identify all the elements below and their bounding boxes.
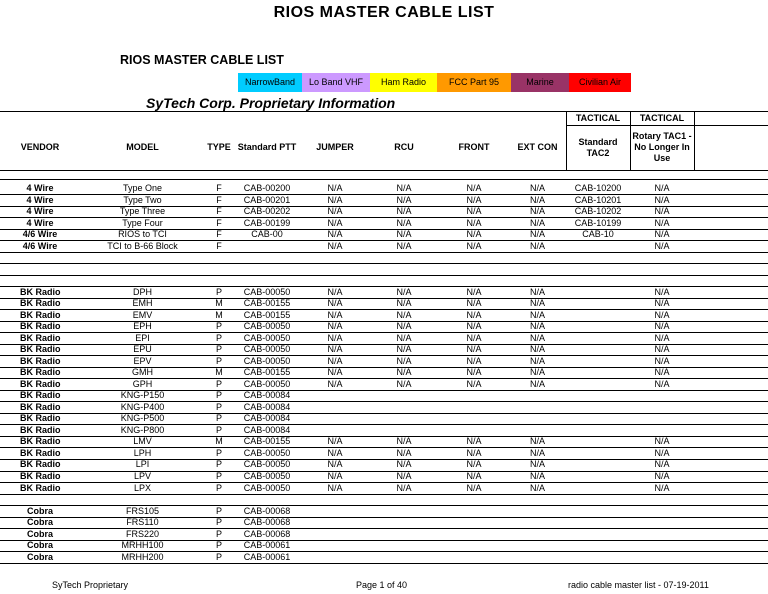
table-row [0,494,768,506]
table-cell: N/A [529,332,545,343]
table-cell: BK Radio [20,401,61,412]
table-cell: N/A [396,321,412,332]
table-cell: P [215,355,222,366]
table-row [0,298,768,310]
table-cell: EMH [132,298,153,309]
table-cell: KNG-P500 [120,413,165,424]
grid-line [0,179,768,180]
table-cell: N/A [654,309,670,320]
table-cell: N/A [654,378,670,389]
table-row [0,252,768,264]
legend-swatch: Ham Radio [370,73,437,92]
table-cell: N/A [529,206,545,217]
table-cell: CAB-00084 [243,413,291,424]
table-cell: BK Radio [20,332,61,343]
table-cell: N/A [466,286,482,297]
table-cell: N/A [654,459,670,470]
table-cell: 4 Wire [26,206,54,217]
table-cell: BK Radio [20,459,61,470]
footer-page-number: Page 1 of 40 [356,580,408,590]
table-cell: M [215,309,223,320]
header-model: MODEL [126,142,159,152]
table-cell: N/A [396,206,412,217]
table-cell: N/A [327,217,343,228]
table-row [0,459,768,471]
table-cell: P [215,344,222,355]
table-cell: KNG-P150 [120,390,165,401]
table-cell: F [216,206,222,217]
table-row [0,195,768,207]
table-cell: CAB-00050 [243,482,291,493]
table-cell: N/A [466,309,482,320]
table-cell: N/A [529,367,545,378]
table-cell: N/A [654,321,670,332]
table-cell: Type Two [123,194,162,205]
table-cell: CAB-00155 [243,436,291,447]
table-row [0,367,768,379]
table-cell: P [215,517,222,528]
table-cell: N/A [654,482,670,493]
table-cell: P [215,321,222,332]
table-cell: Cobra [26,551,53,562]
table-cell: N/A [654,206,670,217]
table-cell: BK Radio [20,367,61,378]
table-cell: N/A [396,378,412,389]
table-cell: P [215,286,222,297]
table-cell: N/A [466,217,482,228]
table-cell: P [215,505,222,516]
table-cell: Cobra [26,540,53,551]
table-cell: 4 Wire [26,183,54,193]
table-cell: Type One [122,183,163,193]
table-cell: N/A [327,206,343,217]
table-cell: CAB-00068 [243,528,291,539]
table-cell: N/A [466,482,482,493]
table-cell: BK Radio [20,482,61,493]
table-cell: CAB-00155 [243,309,291,320]
table-cell: N/A [327,194,343,205]
table-row [0,264,768,276]
table-row [0,425,768,437]
legend-swatch: Lo Band VHF [302,73,370,92]
table-cell: LMV [133,436,152,447]
table-cell: KNG-P400 [120,401,165,412]
table-cell: EPV [133,355,152,366]
table-cell: CAB-00061 [243,540,291,551]
table-cell: N/A [654,298,670,309]
table-cell: CAB-00202 [243,206,291,217]
table-cell: N/A [327,471,343,481]
table-row [0,506,768,518]
table-cell: EMV [132,309,153,320]
header-rcu: RCU [394,142,414,152]
table-cell: N/A [654,286,670,297]
table-cell: P [215,413,222,424]
table-cell: Cobra [26,505,53,516]
table-cell: M [215,436,223,447]
header-rotary-tac1: Rotary TAC1 - No Longer In Use [632,131,692,163]
table-cell: N/A [466,183,482,193]
table-cell: BK Radio [20,286,61,297]
table-cell: N/A [466,332,482,343]
proprietary-note: SyTech Corp. Proprietary Information [146,95,396,111]
table-cell: Type Four [122,217,163,228]
table-cell: BK Radio [20,344,61,355]
table-cell: CAB-00050 [243,321,291,332]
table-row [0,448,768,460]
table-row [0,218,768,230]
table-cell: N/A [396,367,412,378]
table-cell: N/A [466,367,482,378]
table-cell: N/A [529,482,545,493]
table-cell: EPH [133,321,152,332]
header-tactical-2: TACTICAL [639,112,685,123]
table-cell: N/A [529,217,545,228]
table-cell: CAB-00199 [243,217,291,228]
table-cell: CAB-00084 [243,424,291,435]
table-cell: F [216,240,222,251]
table-cell: P [215,471,222,481]
table-cell: CAB-00050 [243,471,291,481]
table-row [0,310,768,322]
table-cell: N/A [327,378,343,389]
table-cell: N/A [529,447,545,458]
table-row [0,206,768,218]
table-row [0,413,768,425]
header-jumper: JUMPER [316,142,354,152]
table-cell: BK Radio [20,413,61,424]
table-cell: N/A [327,482,343,493]
table-cell: N/A [654,436,670,447]
table-cell: N/A [466,378,482,389]
table-cell: N/A [466,459,482,470]
table-cell: BK Radio [20,436,61,447]
table-cell: N/A [654,355,670,366]
table-cell: P [215,390,222,401]
table-cell: BK Radio [20,390,61,401]
table-cell: N/A [654,229,670,240]
table-cell: CAB-10200 [574,183,622,193]
table-cell: CAB-10201 [574,194,622,205]
table-cell: N/A [466,240,482,251]
table-row [0,483,768,495]
table-cell: Cobra [26,528,53,539]
table-cell: FRS105 [125,505,160,516]
table-cell: MRHH100 [121,540,164,551]
table-row [0,540,768,552]
header-type: TYPE [207,142,231,152]
legend-swatch: Civilian Air [569,73,631,92]
table-cell: N/A [466,471,482,481]
table-cell: N/A [327,321,343,332]
table-cell: N/A [327,344,343,355]
table-cell: N/A [529,240,545,251]
footer-right: radio cable master list - 07-19-2011 [568,580,709,590]
table-cell: N/A [529,344,545,355]
table-cell: BK Radio [20,471,61,481]
table-cell: N/A [396,229,412,240]
table-cell: CAB-00050 [243,332,291,343]
table-cell: CAB-00050 [243,344,291,355]
table-cell: N/A [396,355,412,366]
table-cell: N/A [466,436,482,447]
table-cell: N/A [529,321,545,332]
table-row [0,379,768,391]
table-cell: N/A [654,367,670,378]
band-legend [238,73,631,92]
table-row [0,436,768,448]
table-cell: N/A [529,378,545,389]
table-cell: N/A [466,321,482,332]
table-cell: LPV [133,471,151,481]
table-row [0,183,768,195]
grid-line [0,170,768,171]
table-cell: N/A [654,471,670,481]
legend-swatch: FCC Part 95 [437,73,511,92]
table-cell: N/A [396,447,412,458]
table-cell: N/A [396,183,412,193]
table-cell: N/A [327,436,343,447]
table-cell: N/A [327,229,343,240]
header-front: FRONT [458,142,490,152]
table-cell: P [215,551,222,562]
table-row [0,229,768,241]
table-cell: CAB-10199 [574,217,622,228]
table-cell: BK Radio [20,355,61,366]
table-row [0,390,768,402]
table-cell: CAB-00200 [243,183,291,193]
table-cell: BK Radio [20,424,61,435]
table-cell: CAB-00084 [243,401,291,412]
header-standard-ptt: Standard PTT [237,142,297,152]
table-cell: P [215,447,222,458]
grid-line [0,563,768,564]
table-row [0,529,768,541]
table-cell: N/A [396,436,412,447]
table-cell: N/A [529,436,545,447]
table-cell: CAB-00201 [243,194,291,205]
table-cell: P [215,378,222,389]
table-cell: P [215,332,222,343]
table-cell: N/A [396,482,412,493]
table-cell: N/A [396,344,412,355]
table-cell: N/A [396,194,412,205]
table-cell: Cobra [26,517,53,528]
table-row [0,275,768,287]
table-cell: N/A [529,194,545,205]
grid-line [630,111,631,170]
table-cell: N/A [327,332,343,343]
table-cell: N/A [327,240,343,251]
table-cell: CAB-00061 [243,551,291,562]
table-cell: N/A [654,194,670,205]
table-cell: N/A [529,471,545,481]
table-cell: BK Radio [20,447,61,458]
table-row [0,517,768,529]
table-cell: N/A [396,286,412,297]
table-cell: M [215,367,223,378]
grid-line [694,111,695,170]
table-cell: P [215,540,222,551]
table-cell: N/A [529,355,545,366]
table-cell: N/A [529,229,545,240]
table-cell: BK Radio [20,321,61,332]
table-cell: 4 Wire [26,217,54,228]
table-cell: Type Three [119,206,166,217]
table-cell: CAB-00068 [243,505,291,516]
table-cell: 4 Wire [26,194,54,205]
table-cell: N/A [654,332,670,343]
table-cell: CAB-00084 [243,390,291,401]
header-vendor: VENDOR [20,142,60,152]
table-cell: N/A [396,332,412,343]
table-cell: N/A [466,194,482,205]
table-cell: N/A [327,286,343,297]
table-cell: CAB-10 [582,229,614,240]
table-cell: N/A [529,309,545,320]
table-cell: EPU [133,344,152,355]
table-cell: N/A [396,217,412,228]
table-cell: N/A [529,459,545,470]
table-cell: LPH [133,447,152,458]
table-cell: N/A [396,309,412,320]
table-cell: TCI to B-66 Block [107,240,178,251]
table-row [0,356,768,368]
table-cell: N/A [327,447,343,458]
table-cell: EPI [135,332,150,343]
page-footer [0,580,768,594]
table-cell: F [216,194,222,205]
table-cell: N/A [529,286,545,297]
table-row [0,552,768,564]
table-cell: DPH [132,286,152,297]
table-cell: N/A [466,229,482,240]
table-cell: KNG-P800 [120,424,165,435]
table-cell: N/A [327,459,343,470]
table-cell: 4/6 Wire [22,240,58,251]
table-cell: M [215,298,223,309]
legend-swatch: NarrowBand [238,73,302,92]
table-cell: CAB-00 [251,229,283,240]
table-cell: N/A [396,459,412,470]
table-cell: P [215,482,222,493]
table-cell: CAB-00050 [243,459,291,470]
table-row [0,344,768,356]
table-cell: P [215,528,222,539]
header-ext-con: EXT CON [517,142,558,152]
table-cell: BK Radio [20,298,61,309]
table-cell: N/A [327,367,343,378]
footer-left: SyTech Proprietary [52,580,129,590]
table-cell: FRS220 [125,528,160,539]
grid-line [566,111,567,170]
table-cell: CAB-00050 [243,447,291,458]
table-cell: P [215,401,222,412]
table-cell: N/A [466,206,482,217]
header-tactical-1: TACTICAL [575,112,621,123]
table-cell: BK Radio [20,378,61,389]
table-cell: N/A [396,471,412,481]
table-cell: N/A [654,240,670,251]
table-cell: N/A [327,183,343,193]
table-row [0,333,768,345]
table-cell: BK Radio [20,309,61,320]
table-cell: N/A [466,447,482,458]
sheet-subtitle: RIOS MASTER CABLE LIST [120,53,284,67]
table-cell: CAB-00155 [243,298,291,309]
table-cell: CAB-00155 [243,367,291,378]
table-cell: 4/6 Wire [22,229,58,240]
table-cell: N/A [529,183,545,193]
table-cell: N/A [396,240,412,251]
table-cell: N/A [654,447,670,458]
table-cell: N/A [654,344,670,355]
table-cell: N/A [327,298,343,309]
table-cell: LPI [135,459,150,470]
table-cell: CAB-00068 [243,517,291,528]
table-cell: N/A [654,183,670,193]
table-row [0,402,768,414]
table-cell: GPH [132,378,153,389]
table-cell: CAB-00050 [243,355,291,366]
table-row [0,471,768,483]
table-row [0,241,768,253]
table-cell: N/A [466,298,482,309]
table-cell: MRHH200 [121,551,164,562]
table-cell: F [216,183,222,193]
table-cell: N/A [327,309,343,320]
table-cell: FRS110 [126,517,159,528]
table-row [0,321,768,333]
table-cell: N/A [466,344,482,355]
page-title: RIOS MASTER CABLE LIST [273,4,495,21]
table-cell: CAB-10202 [574,206,622,217]
cable-table [0,111,768,567]
table-cell: N/A [396,298,412,309]
table-cell: LPX [133,482,151,493]
table-cell: N/A [654,217,670,228]
legend-swatch: Marine [511,73,569,92]
table-cell: GMH [132,367,153,378]
table-cell: F [216,229,222,240]
table-cell: N/A [327,355,343,366]
table-cell: RIOS to TCI [118,229,167,240]
header-standard-tac2: Standard TAC2 [578,136,618,158]
table-cell: N/A [529,298,545,309]
table-cell: CAB-00050 [243,378,291,389]
table-cell: CAB-00050 [243,286,291,297]
table-cell: N/A [466,355,482,366]
table-row [0,287,768,299]
table-cell: F [216,217,222,228]
table-cell: P [215,459,222,470]
table-cell: P [215,424,222,435]
